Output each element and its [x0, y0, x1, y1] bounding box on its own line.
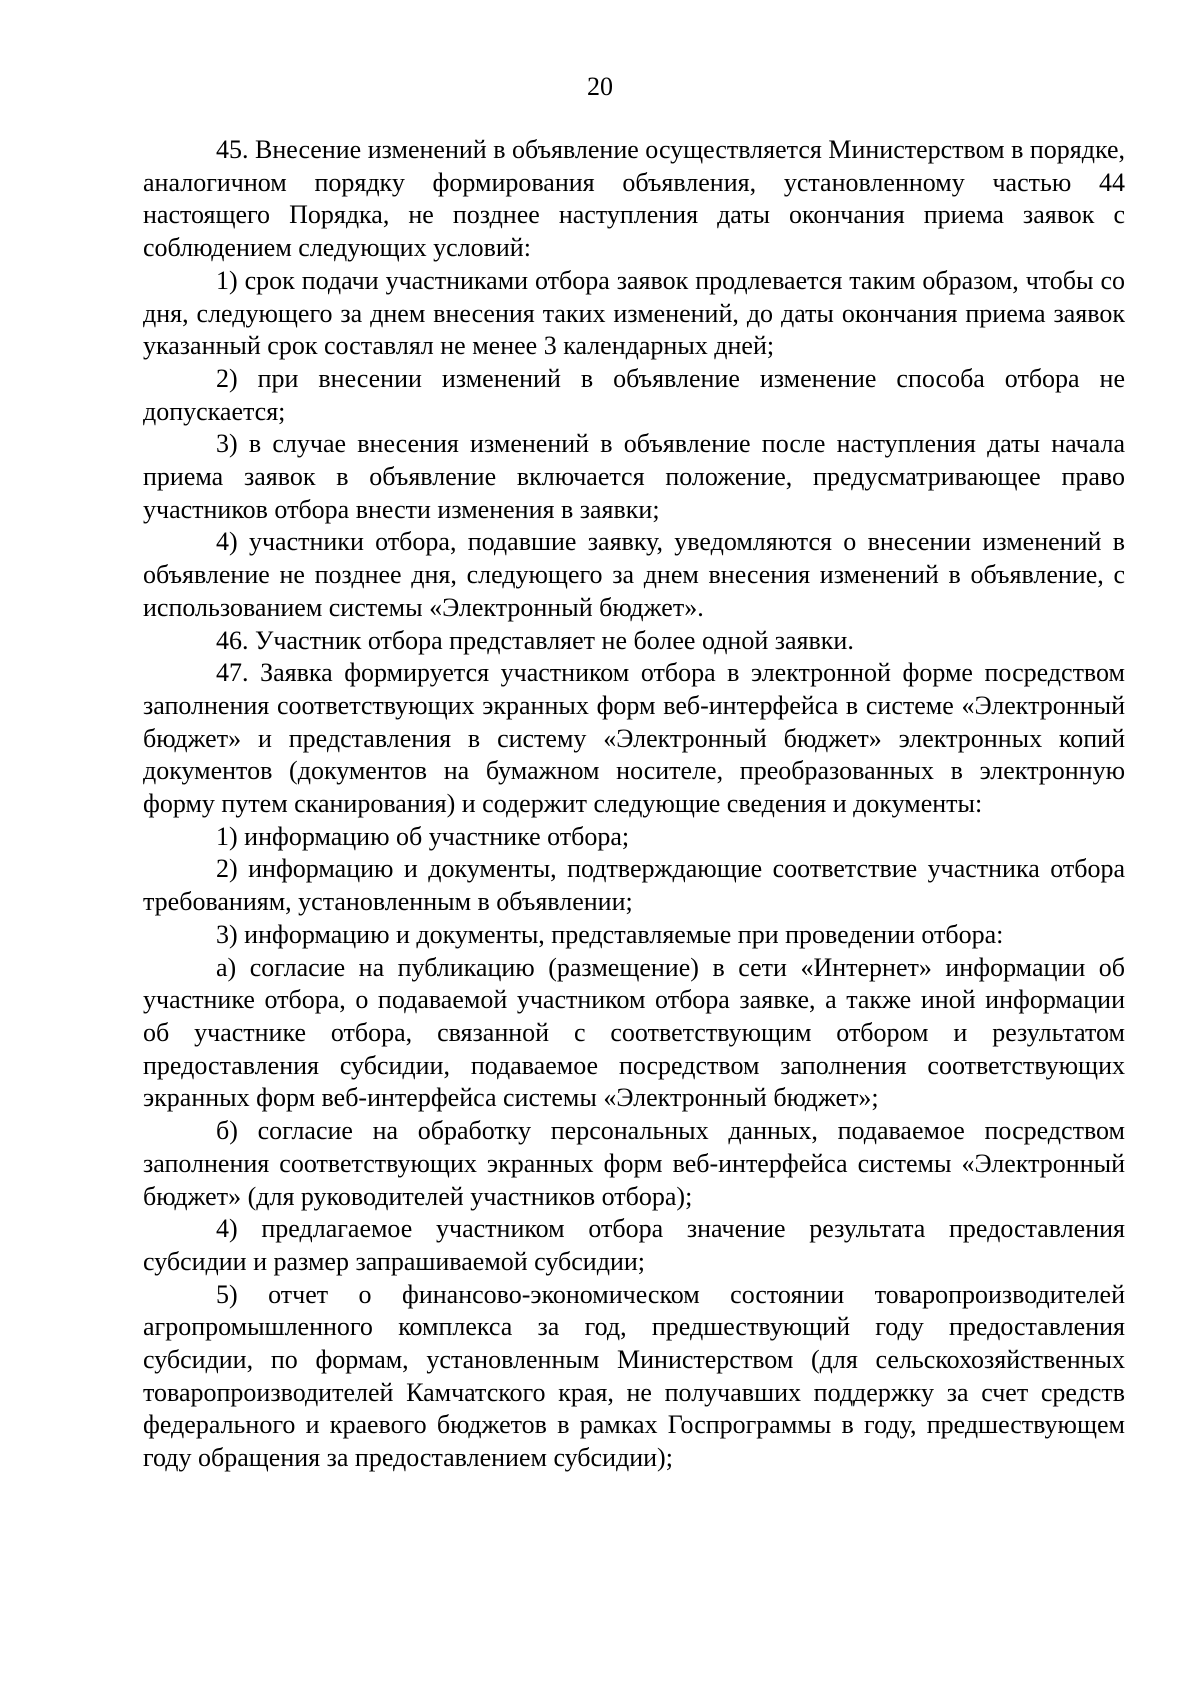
paragraph-45-item-3: 3) в случае внесения изменений в объявление после наступления даты начала приема заявок в объявление включается положение, предусматривающее право участников отбора внести изменения в заявки; [143, 429, 1125, 524]
paragraph-47-item-1: 1) информацию об участнике отбора; [216, 821, 630, 851]
paragraph-45-item-1: 1) срок подачи участниками отбора заявок продлевается таким образом, чтобы со дня, следующего за днем внесения таких изменений, до даты окончания приема заявок указанный срок составлял не менее 3 календарных дней; [143, 265, 1125, 361]
paragraph-47-item-3a: а) согласие на публикацию (размещение) в сети «Интернет» информации об участнике отбора, о подаваемой участником отбора заявке, а также иной информации об участнике отбора, связанной с соответствующим отбором и результатом предоставления субсидии, подаваемое посредством заполнения соответствующих экранных форм веб-интерфейса системы «Электронный бюджет»; [143, 952, 1125, 1113]
paragraph-47-item-3b: б) согласие на обработку персональных данных, подаваемое посредством заполнения соответствующих экранных форм веб-интерфейса системы «Электронный бюджет» (для руководителей участников отбора); [143, 1116, 1125, 1211]
document-body [143, 134, 1125, 1475]
paragraph-45-item-2: 2) при внесении изменений в объявление изменение способа отбора не допускается; [143, 363, 1125, 426]
page-number: 20 [587, 72, 613, 101]
paragraph-47-item-3: 3) информацию и документы, представляемые при проведении отбора: [216, 919, 1004, 949]
paragraph-47-item-2: 2) информацию и документы, подтверждающие соответствие участника отбора требованиям, установленным в объявлении; [143, 854, 1125, 917]
paragraph-47-item-4: 4) предлагаемое участником отбора значение результата предоставления субсидии и размер запрашиваемой субсидии; [143, 1214, 1125, 1276]
paragraph-47-item-5: 5) отчет о финансово-экономическом состоянии товаропроизводителей агропромышленного комплекса за год, предшествующий году предоставления субсидии, по формам, установленным Министерством (для сельскохозяйственных товаропроизводителей Камчатского края, не получавших поддержку за счет средств федерального и краевого бюджетов в рамках Госпрограммы в году, предшествующем году обращения за предоставлением субсидии); [143, 1279, 1125, 1473]
paragraph-45: 45. Внесение изменений в объявление осуществляется Министерством в порядке, аналогичном порядку формирования объявления, установленному частью 44 настоящего Порядка, не позднее наступления даты окончания приема заявок с соблюдением следующих условий: [143, 135, 1125, 263]
paragraph-45-item-4: 4) участники отбора, подавшие заявку, уведомляются о внесении изменений в объявление не позднее дня, следующего за днем внесения изменений в объявление, с использованием системы «Электронный бюджет». [143, 527, 1125, 622]
paragraph-46: 46. Участник отбора представляет не более одной заявки. [216, 625, 854, 655]
paragraph-47: 47. Заявка формируется участником отбора в электронной форме посредством заполнения соответствующих экранных форм веб-интерфейса в системе «Электронный бюджет» и представления в систему «Электронный бюджет» электронных копий документов (документов на бумажном носителе, преобразованных в электронную форму путем сканирования) и содержит следующие сведения и документы: [143, 658, 1125, 819]
